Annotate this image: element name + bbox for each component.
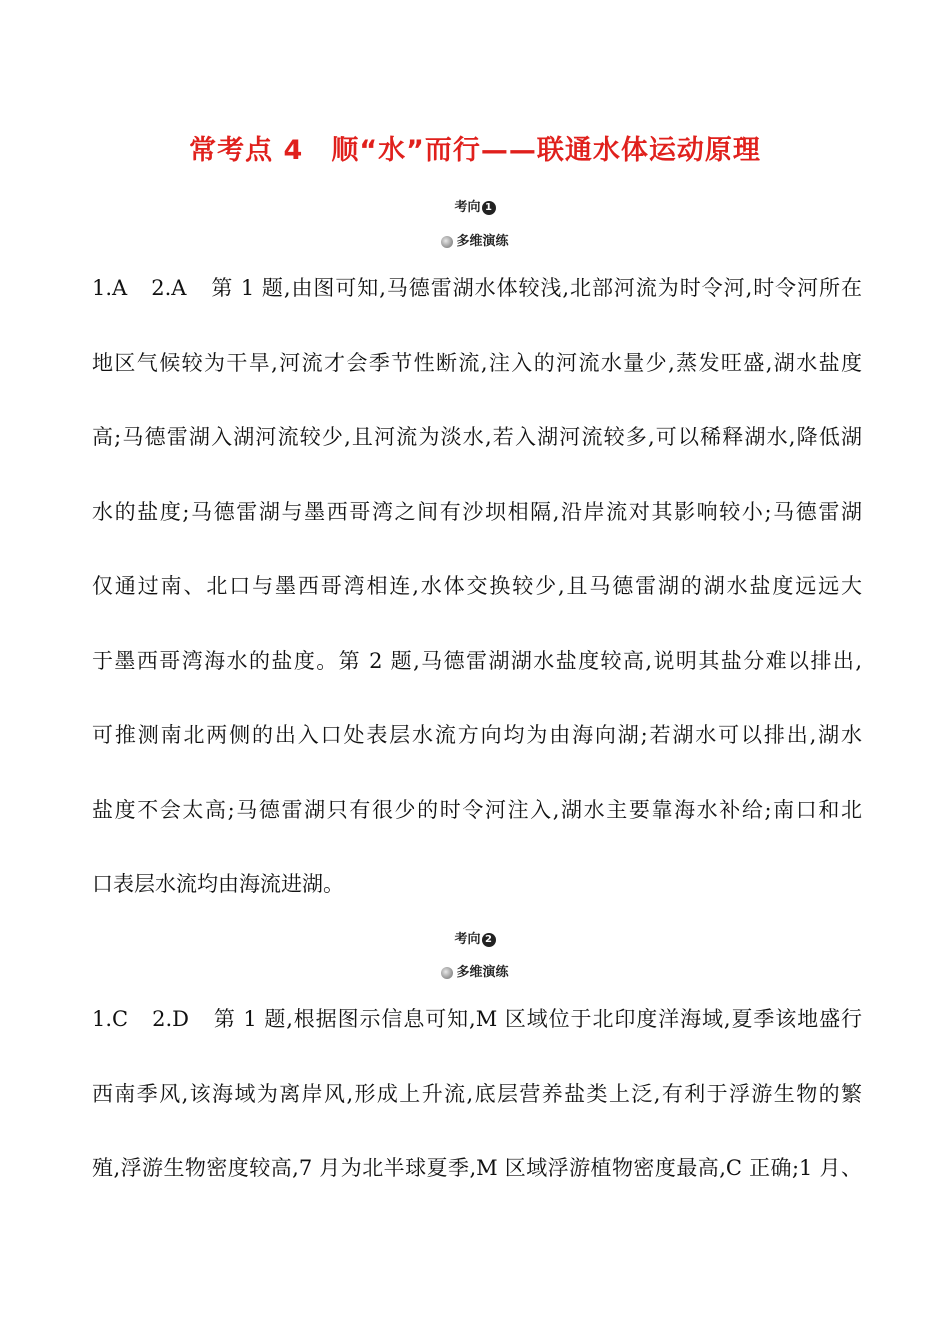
section-heading-1 [0,196,950,215]
answer-line: 于墨西哥湾海水的盐度。第 2 题,马德雷湖湖水盐度较高,说明其盐分难以排出, [92,648,862,673]
answer-line: 高;马德雷湖入湖河流较少,且河流为淡水,若入湖河流较多,可以稀释湖水,降低湖 [92,425,862,449]
practice-heading-text: 多维演练 [456,965,509,980]
answer-block-1 [92,275,862,946]
circled-number-icon: 2 [482,933,496,947]
answer-line: 殖,浮游生物密度较高,7 月为北半球夏季,M 区域浮游植物密度最高,C 正确;1 月、 [92,1156,862,1180]
answer-key: 2.A [151,276,187,300]
circled-number-icon: 1 [482,201,496,215]
page-title: 常考点 4 顺“水”而行——联通水体运动原理 [189,135,761,166]
section-heading-2 [0,928,950,947]
answer-line: 仅通过南、北口与墨西哥湾相连,水体交换较少,且马德雷湖的湖水盐度远远大 [92,574,862,598]
answer-line: 口表层水流均由海流进湖。 [92,872,344,896]
section-heading-text: 考向 [454,200,481,215]
answer-line: 西南季风,该海域为离岸风,形成上升流,底层营养盐类上泛,有利于浮游生物的繁 [92,1081,862,1106]
answer-line: 可推测南北两侧的出入口处表层水流方向均为由海向湖;若湖水可以排出,湖水 [92,723,862,747]
answer-key: 1.C [92,1007,129,1031]
answer-text: 第 1 题,由图可知,马德雷湖水体较浅,北部河流为时令河,时令河所在 [210,276,862,300]
badge-icon [441,236,453,248]
answer-line [92,275,862,350]
answer-line: 地区气候较为干旱,河流才会季节性断流,注入的河流水量少,蒸发旺盛,湖水盐度 [92,350,862,375]
answer-line: 水的盐度;马德雷湖与墨西哥湾之间有沙坝相隔,沿岸流对其影响较小;马德雷湖 [92,499,862,524]
answer-line: 盐度不会太高;马德雷湖只有很少的时令河注入,湖水主要靠海水补给;南口和北 [92,797,862,822]
practice-heading-text: 多维演练 [456,234,509,249]
answer-key: 1.A [92,276,128,300]
section-heading-text: 考向 [454,932,481,947]
answer-line [92,1006,862,1081]
answer-text: 第 1 题,根据图示信息可知,M 区域位于北印度洋海域,夏季该地盛行 [212,1007,862,1031]
answer-key: 2.D [152,1007,189,1031]
practice-heading-1 [0,230,950,249]
answer-block-2 [92,1006,862,1230]
badge-icon [441,967,453,979]
practice-heading-2 [0,961,950,980]
